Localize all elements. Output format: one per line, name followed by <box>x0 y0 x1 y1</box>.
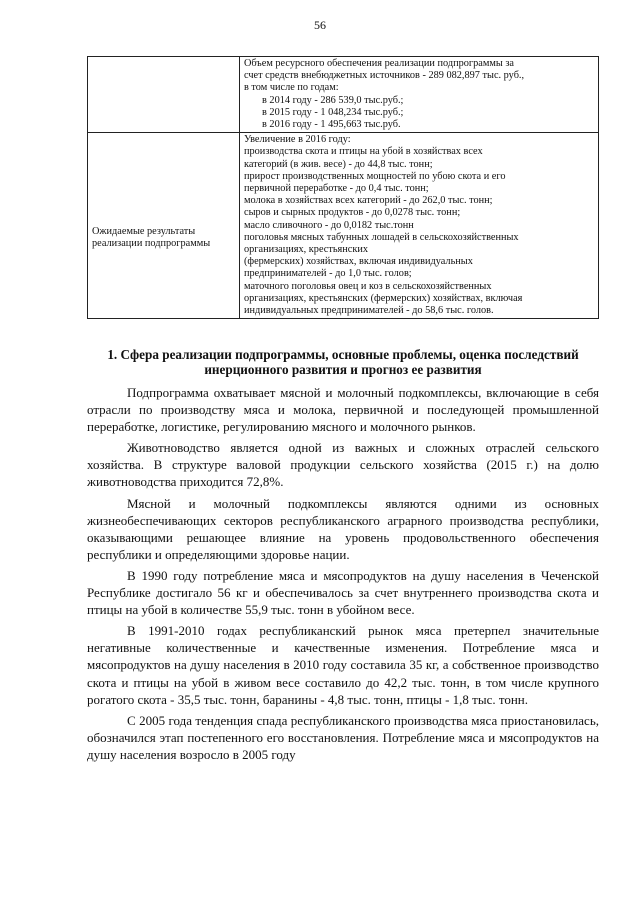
result-line: категорий (в жив. весе) - до 44,8 тыс. тонн; <box>244 158 433 170</box>
page-number: 56 <box>314 18 326 32</box>
result-line: поголовья мясных табунных лошадей в сельскохозяйственных <box>244 231 519 243</box>
paragraph: Животноводство является одной из важных и сложных отраслей сельского хозяйства. В структуре валовой продукции сельского хозяйства (2015 г.) на долю животноводства приходится 72,8%. <box>87 440 599 490</box>
section-title: 1. Сфера реализации подпрограммы, основные проблемы, оценка последствий инерционного развития и прогноз ее развития <box>107 347 579 377</box>
result-line: производства скота и птицы на убой в хозяйствах всех <box>244 146 483 158</box>
result-line: сыров и сырных продуктов - до 0,0278 тыс. тонн; <box>244 207 461 219</box>
paragraph: Подпрограмма охватывает мясной и молочный подкомплексы, включающие в себя отрасли по производству мяса и молока, первичной и последующей промышленной переработке, логистике, регулированию мясного и молочного рынков. <box>87 385 599 435</box>
table-row-funding <box>88 57 599 133</box>
funding-year-2016: в 2016 году - 1 495,663 тыс.руб. <box>262 119 401 131</box>
result-line: Увеличение в 2016 году: <box>244 134 351 146</box>
funding-year-2014: в 2014 году - 286 539,0 тыс.руб.; <box>262 94 404 106</box>
paragraph: В 1991-2010 годах республиканский рынок мяса претерпел значительные негативные количественные и качественные изменения. Потребление мяса и мясопродуктов на душу населения в 2010 году составила 35 кг, а собственное производство скота и птицы на убой в живом весе составило до 42,2 тыс. тонн, в том числе крупного рогатого скота - 35,5 тыс. тонн, баранины - 4,8 тыс. тонн, птицы - 1,8 тыс. тонн. <box>87 623 599 707</box>
paragraph: С 2005 года тенденция спада республиканского производства мяса приостановилась, обозначился этап постепенного его восстановления. Потребление мяса и мясопродуктов на душу населения возросло в 2005 году <box>87 712 599 762</box>
result-line: первичной переработке - до 0,4 тыс. тонн; <box>244 183 429 195</box>
result-line: предпринимателей - до 1,0 тыс. голов; <box>244 268 412 280</box>
result-line: организациях, крестьянских (фермерских) хозяйствах, включая <box>244 292 523 304</box>
result-line: масло сливочного - до 0,0182 тыс.тонн <box>244 219 414 231</box>
table-cell-label <box>88 133 240 319</box>
result-line: молока в хозяйствах всех категорий - до 262,0 тыс. тонн; <box>244 195 493 207</box>
section-body <box>87 384 599 767</box>
paragraph: Мясной и молочный подкомплексы являются одними из основных жизнеобеспечивающих секторов республиканского аграрного производства республики, оказывающими решающее влияние на уровень продовольственного обеспечения республики и определяющими здоровье нации. <box>87 495 599 562</box>
paragraph: В 1990 году потребление мяса и мясопродуктов на душу населения в Чеченской Республике достигало 56 кг и обеспечивалось за счет внутреннего производства скота и птицы на убой в количестве 55,9 тыс. тонн в убойном весе. <box>87 567 599 618</box>
table-row-expected-results <box>88 133 599 319</box>
result-line: (фермерских) хозяйствах, включая индивидуальных <box>244 256 473 268</box>
table-cell-funding <box>240 57 599 133</box>
expected-results-label: Ожидаемые результаты реализации подпрограммы <box>92 225 211 249</box>
funding-line: счет средств внебюджетных источников - 289 082,897 тыс. руб., <box>244 70 525 82</box>
result-line: организациях, крестьянских <box>244 244 369 256</box>
funding-line: в том числе по годам: <box>244 82 339 94</box>
result-line: маточного поголовья овец и коз в сельскохозяйственных <box>244 280 492 292</box>
funding-year-2015: в 2015 году - 1 048,234 тыс.руб.; <box>262 106 404 118</box>
result-line: прирост производственных мощностей по убою скота и его <box>244 170 506 182</box>
funding-line: Объем ресурсного обеспечения реализации подпрограммы за <box>244 58 514 69</box>
subprogram-passport-table <box>87 56 599 319</box>
result-line: индивидуальных предпринимателей - до 58,6 тыс. голов. <box>244 305 494 317</box>
table-cell-results <box>240 133 599 319</box>
table-cell-empty <box>88 57 240 133</box>
